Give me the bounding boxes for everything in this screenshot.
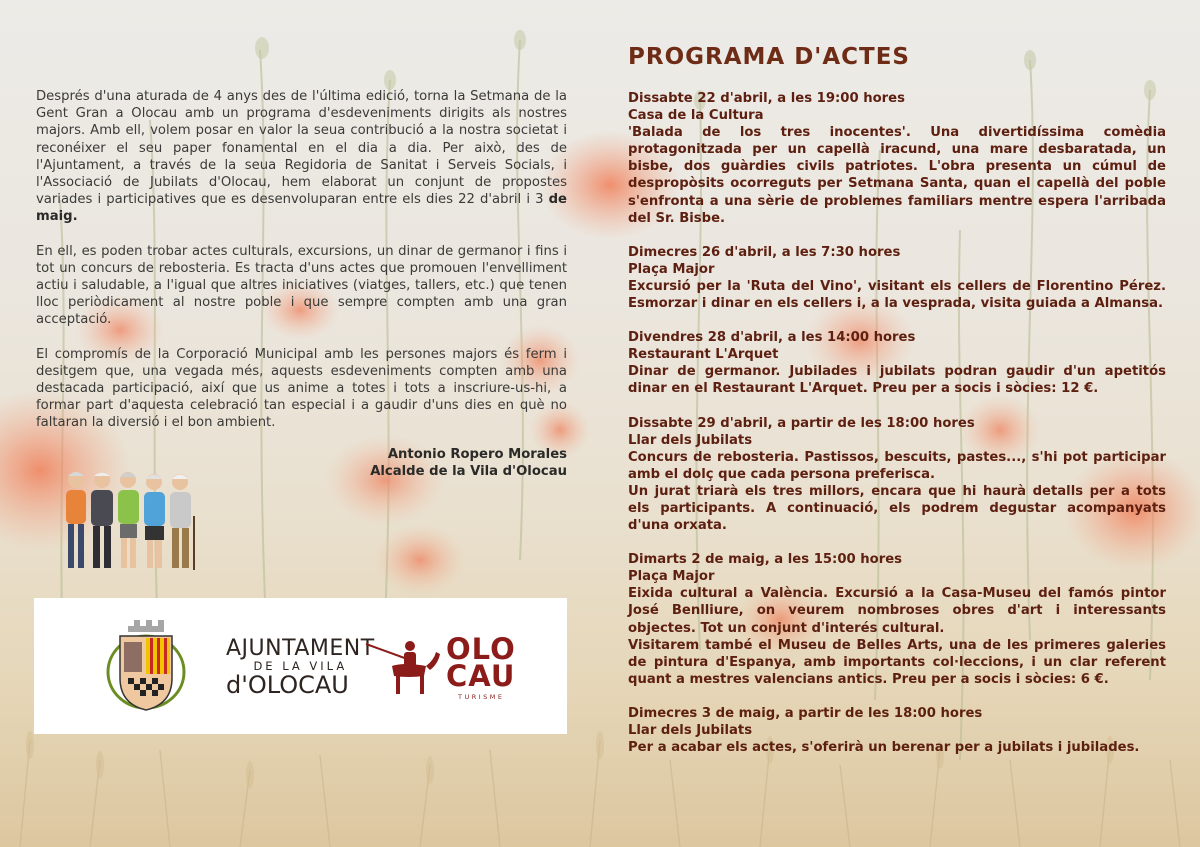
- event-description: 'Balada de los tres inocentes'. Una divertidíssima comèdia protagonitzada per un capellà iracund, una mare desbaratada, un bisbe, dos guàrdies civils patriotes. L'obra presenta un cúmul de despropòsits ocorreguts per Setmana Santa, quan el capellà del poble s'enfronta a una sèrie de problemes familiars mentre espera l'arribada del Sr. Bisbe.: [628, 125, 1166, 226]
- event-item: [628, 329, 1166, 397]
- ajuntament-wordmark: [226, 636, 375, 699]
- ajuntament-line-2: DE LA VILA: [253, 659, 348, 673]
- event-description: Concurs de rebosteria. Pastissos, bescuits, pastes..., s'hi pot participar amb el dolç que cada persona preferisca.: [628, 449, 1166, 482]
- logos-panel: [34, 598, 567, 734]
- event-description: Per a acabar els actes, s'oferirà un berenar per a jubilats i jubilades.: [628, 740, 1140, 756]
- event-location: Plaça Major: [628, 569, 715, 585]
- event-location: Llar dels Jubilats: [628, 432, 753, 448]
- intro-paragraph-2: En ell, es poden trobar actes culturals, excursions, un dinar de germanor i fins i tot un concurs de rebosteria. Es tracta d'uns actes que promouen l'envelliment actiu i saludable, a l'igual que altres iniciatives (viatges, tallers, etc.) que tenen lloc periòdicament al nostre poble i que sempre compten amb una gran acceptació.: [36, 243, 567, 328]
- event-description: Eixida cultural a València. Excursió a la Casa-Museu del famós pintor José Benlliure, on veurem nombroses obres d'art i interessants objectes. Tot un conjunt d'interés cultural.: [628, 586, 1166, 636]
- event-date: Dimecres 3 de maig, a partir de les 18:00 hores: [628, 705, 983, 721]
- intro-bold-date: de maig.: [36, 192, 567, 225]
- event-description: Dinar de germanor. Jubilades i jubilats podran gaudir d'un apetitós dinar en el Restaurant L'Arquet. Preu per a socis i sòcies: 12 €.: [628, 364, 1166, 397]
- event-item: [628, 415, 1166, 535]
- event-location: Restaurant L'Arquet: [628, 347, 779, 363]
- don-quixote-rider-icon: [364, 636, 442, 696]
- event-date: Dimarts 2 de maig, a les 15:00 hores: [628, 552, 903, 568]
- ajuntament-line-3: d'OLOCAU: [226, 671, 349, 699]
- event-description-extra: Visitarem també el Museu de Belles Arts, una de les primeres galeries de pintura d'Espanya, amb importants col·leccions, i un clar referent quant a mestres valencians antics. Preu per a socis i sòcies: 6 €.: [628, 637, 1166, 687]
- intro-paragraph-3: El compromís de la Corporació Municipal amb les persones majors és ferm i desitgem que, una vegada més, aquests esdeveniments compten amb una destacada participació, així que us anime a totes i tots a inscriure-us-hi, a formar part d'aquesta celebració tan especial i a gaudir d'uns dies en què no faltaran la diversió i el bon ambient.: [36, 346, 567, 431]
- olocau-turisme-subtitle: TURISME: [458, 693, 505, 701]
- event-date: Divendres 28 d'abril, a les 14:00 hores: [628, 330, 916, 346]
- event-location: Plaça Major: [628, 261, 715, 277]
- signature: [300, 446, 567, 480]
- event-location: Llar dels Jubilats: [628, 723, 753, 738]
- program-column: [628, 44, 1166, 773]
- event-description: Excursió per la 'Ruta del Vino', visitant els cellers de Florentino Pérez. Esmorzar i dinar en els cellers i, a la vesprada, visita guiada a Almansa.: [628, 278, 1166, 312]
- olocau-line-2: CAU: [446, 659, 516, 693]
- program-title: PROGRAMA D'ACTES: [628, 44, 910, 70]
- olocau-turisme-wordmark: [446, 632, 516, 693]
- event-date: Dissabte 29 d'abril, a partir de les 18:00 hores: [628, 415, 975, 431]
- coat-of-arms-icon: [104, 618, 188, 716]
- event-location: Casa de la Cultura: [628, 108, 764, 124]
- signature-name: Antonio Ropero Morales: [387, 447, 567, 462]
- event-item: [628, 244, 1166, 312]
- event-date: Dimecres 26 d'abril, a les 7:30 hores: [628, 244, 901, 260]
- intro-column: [36, 88, 567, 449]
- olocau-line-1: OLO: [446, 632, 516, 666]
- intro-paragraph-1: Després d'una aturada de 4 anys des de l'última edició, torna la Setmana de la Gent Gran a Olocau amb un programa d'esdeveniments dirigits als nostres majors. Amb ell, volem posar en valor la seua contribució a la nostra societat i reconéixer el seu paper fonamental en el dia a dia. Per això, des de l'Ajuntament, a través de la seua Regidoria de Sanitat i Serveis Socials, i l'Associació de Jubilats d'Olocau, hem elaborat un conjunt de propostes variades i participatives que es desenvoluparan entre els dies 22 d'abril i 3 de maig.: [36, 89, 567, 225]
- elderly-group-illustration: [58, 466, 200, 578]
- event-description-extra: Un jurat triarà els tres millors, encara que hi haurà detalls per a tots els participants. A continuació, els podrem degustar acompanyats d'una orxata.: [628, 483, 1166, 534]
- event-date: Dissabte 22 d'abril, a les 19:00 hores: [628, 91, 905, 106]
- signature-role: Alcalde de la Vila d'Olocau: [370, 464, 567, 480]
- event-item: [628, 705, 1166, 756]
- event-item: [628, 90, 1166, 227]
- ajuntament-line-1: AJUNTAMENT: [226, 636, 375, 661]
- event-item: [628, 551, 1166, 688]
